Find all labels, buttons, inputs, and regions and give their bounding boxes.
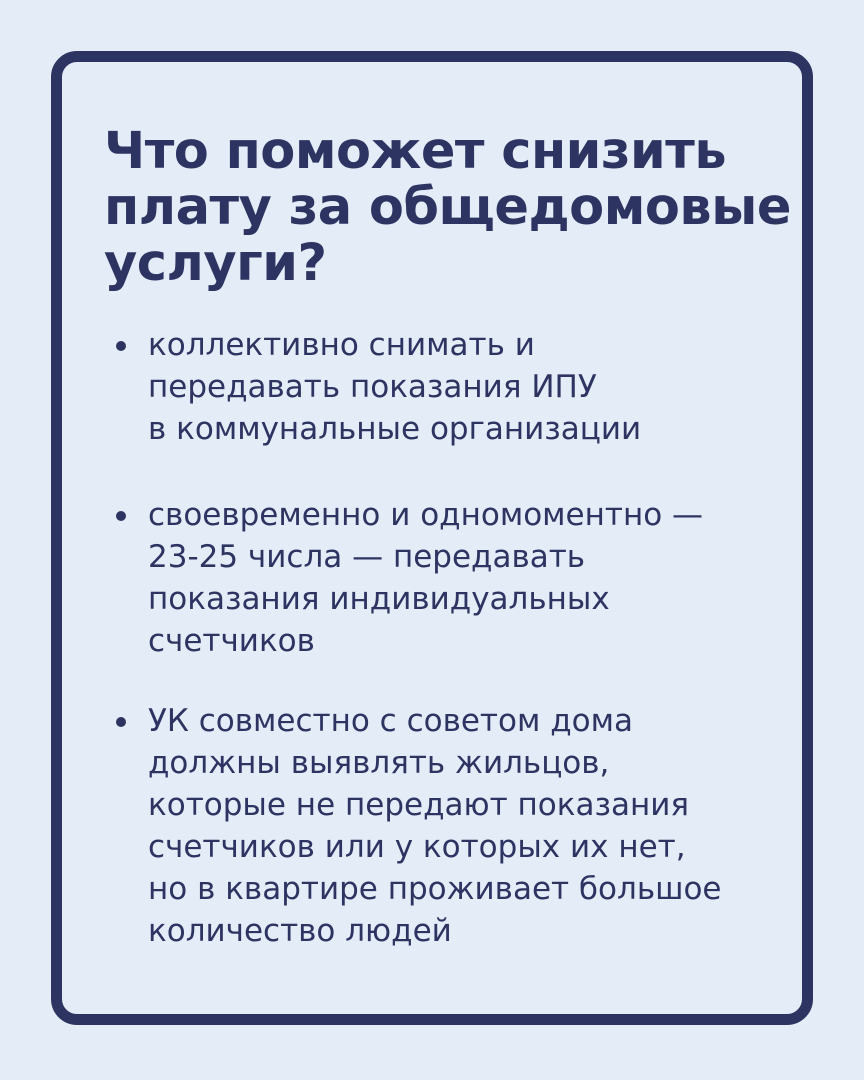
bullet-line: 23-25 числа — передавать [148, 539, 586, 575]
bullet-line: в коммунальные организации [148, 411, 642, 447]
bullet-line: своевременно и одномоментно — [148, 497, 704, 533]
bullet-item-timely-readings [148, 494, 788, 662]
bullet-dot-icon [116, 717, 126, 727]
bullet-item-collective-readings [148, 324, 788, 450]
bullet-dot-icon [116, 341, 126, 351]
bullet-line: показания индивидуальных [148, 581, 610, 617]
title-line: Что поможет снизить [104, 122, 727, 181]
title-line: услуги? [104, 234, 327, 293]
bullet-item-identify-residents [148, 700, 788, 952]
bullet-line: должны выявлять жильцов, [148, 745, 610, 781]
page-title [104, 122, 791, 293]
bullet-line: счетчиков [148, 623, 315, 659]
bullet-line: которые не передают показания [148, 787, 690, 823]
bullet-line: счетчиков или у которых их нет, [148, 829, 686, 865]
bullet-dot-icon [116, 511, 126, 521]
bullet-line: коллективно снимать и [148, 327, 535, 363]
bullet-line: передавать показания ИПУ [148, 369, 597, 405]
bullet-line: количество людей [148, 913, 452, 949]
bullet-line: но в квартире проживает большое [148, 871, 722, 907]
title-line: плату за общедомовые [104, 178, 791, 237]
bullet-line: УК совместно с советом дома [148, 703, 633, 739]
